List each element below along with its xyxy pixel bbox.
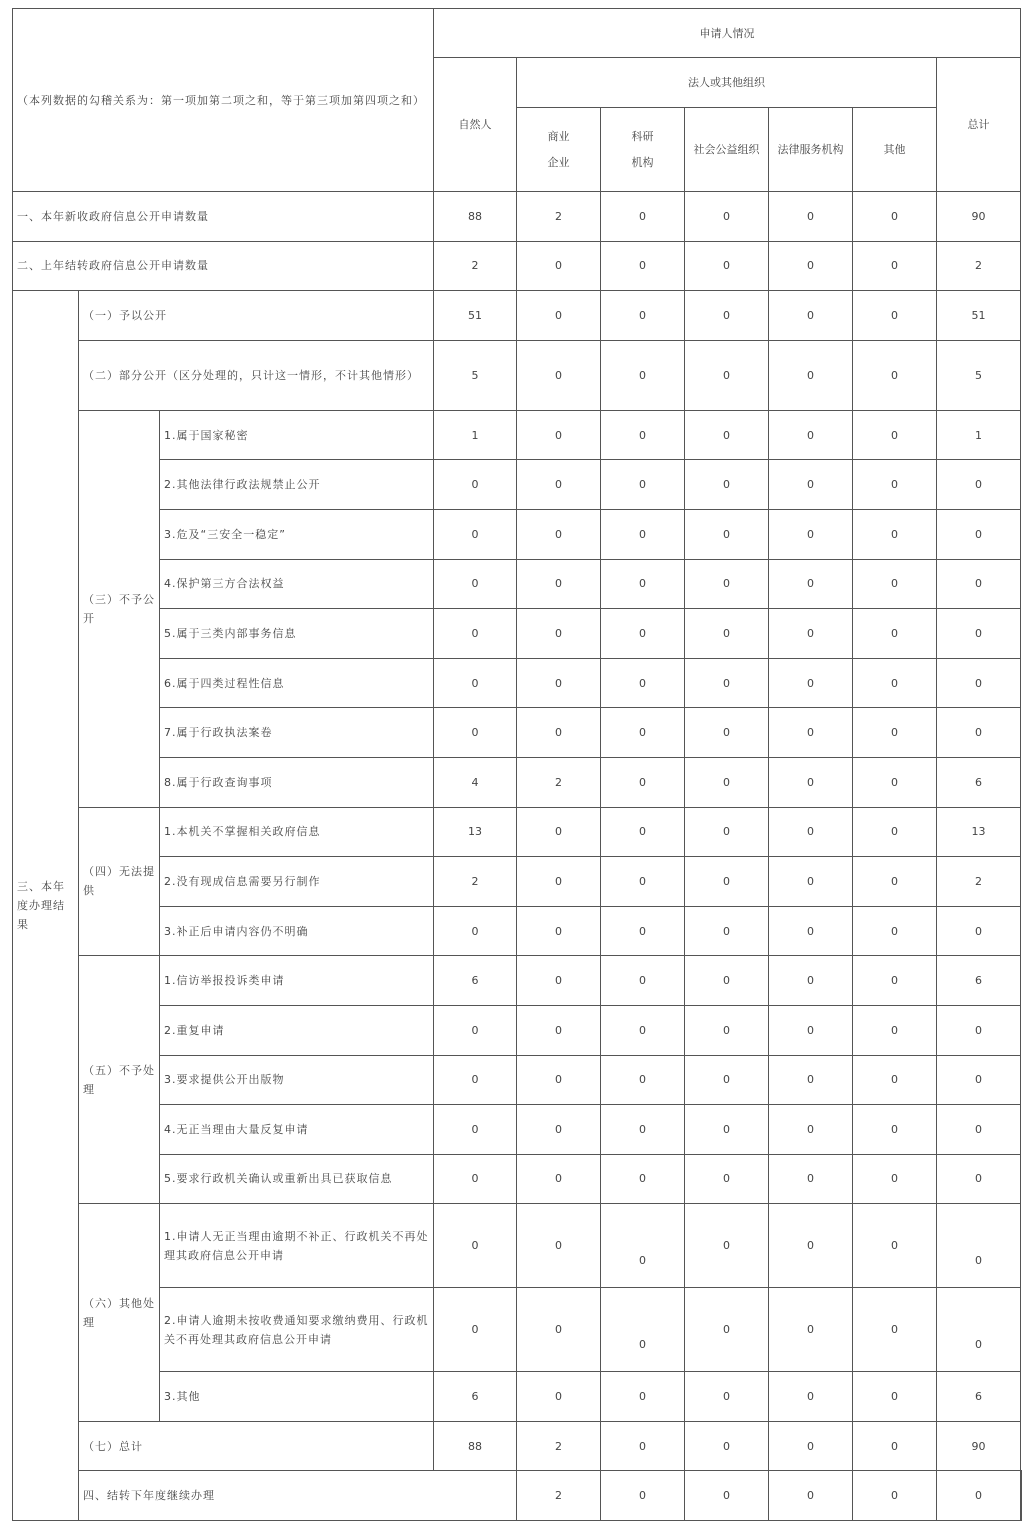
value-cell: 0 — [601, 410, 685, 460]
table-row — [13, 658, 1022, 708]
value-cell: 0 — [685, 1105, 769, 1155]
value-cell: 0 — [769, 1372, 853, 1422]
item-label: 6.属于四类过程性信息 — [160, 658, 434, 708]
value-cell: 6 — [434, 956, 517, 1006]
applicant-situation-header: 申请人情况 — [434, 9, 1021, 58]
research-header-line1: 科研 — [631, 129, 654, 143]
value-cell: 0 — [853, 340, 937, 410]
value-cell: 0 — [937, 708, 1021, 758]
item-label: 3.要求提供公开出版物 — [160, 1055, 434, 1105]
value-cell: 0 — [601, 1372, 685, 1422]
item-label: 3.危及“三安全一稳定” — [160, 509, 434, 559]
table-row — [13, 1471, 1022, 1521]
table-row — [13, 1288, 1022, 1372]
value-cell: 0 — [853, 410, 937, 460]
value-cell: 0 — [434, 1055, 517, 1105]
value-cell: 5 — [937, 340, 1021, 410]
value-cell: 0 — [517, 609, 601, 659]
value-cell: 0 — [685, 1055, 769, 1105]
item-label: 1.本机关不掌握相关政府信息 — [160, 807, 434, 857]
value-cell: 1 — [937, 410, 1021, 460]
value-cell: 0 — [685, 340, 769, 410]
table-row — [13, 241, 1022, 291]
table-row — [13, 956, 1022, 1006]
value-cell: 0 — [685, 559, 769, 609]
value-cell: 0 — [685, 291, 769, 341]
value-cell: 0 — [601, 609, 685, 659]
value-cell: 0 — [517, 1204, 601, 1288]
value-cell: 0 — [434, 708, 517, 758]
group-label: （五）不予处理 — [79, 956, 160, 1204]
value-cell: 0 — [601, 1421, 685, 1471]
table-row — [13, 460, 1022, 510]
row-label: 四、结转下年度继续办理 — [79, 1471, 517, 1521]
value-cell: 0 — [601, 509, 685, 559]
table-row — [13, 609, 1022, 659]
row-label: 二、上年结转政府信息公开申请数量 — [13, 241, 434, 291]
value-cell: 0 — [937, 460, 1021, 510]
table-row — [13, 1421, 1022, 1471]
table-row — [13, 192, 1022, 242]
value-cell: 90 — [937, 1421, 1021, 1471]
value-cell: 0 — [517, 1288, 601, 1372]
value-cell: 2 — [937, 857, 1021, 907]
group-label: （六）其他处理 — [79, 1204, 160, 1422]
item-label: 3.补正后申请内容仍不明确 — [160, 906, 434, 956]
table-row — [13, 1154, 1022, 1204]
table-row — [13, 757, 1022, 807]
value-cell: 0 — [685, 509, 769, 559]
value-cell: 0 — [853, 708, 937, 758]
value-cell: 0 — [937, 1055, 1021, 1105]
value-cell: 0 — [853, 1055, 937, 1105]
value-cell: 0 — [517, 658, 601, 708]
value-cell: 0 — [685, 906, 769, 956]
table-row — [13, 708, 1022, 758]
value-cell: 0 — [853, 192, 937, 242]
value-cell: 0 — [685, 241, 769, 291]
value-cell — [1021, 1471, 1022, 1521]
value-cell: 0 — [853, 1204, 937, 1288]
value-cell: 2 — [517, 1471, 601, 1521]
group-label: （四）无法提供 — [79, 807, 160, 956]
value-cell: 0 — [601, 956, 685, 1006]
value-cell: 0 — [517, 460, 601, 510]
total-header: 总计 — [937, 58, 1021, 192]
value-cell: 0 — [853, 1154, 937, 1204]
value-cell: 0 — [769, 559, 853, 609]
value-cell: 0 — [517, 1005, 601, 1055]
value-cell: 0 — [517, 1105, 601, 1155]
table-row — [13, 291, 1022, 341]
value-cell: 0 — [434, 1005, 517, 1055]
value-cell: 0 — [601, 1105, 685, 1155]
section-3-label: 三、本年度办理结果 — [13, 291, 79, 1521]
item-label: 3.其他 — [160, 1372, 434, 1422]
value-cell: 0 — [685, 1288, 769, 1372]
row-label: （二）部分公开（区分处理的，只计这一情形，不计其他情形） — [79, 340, 434, 410]
value-cell: 0 — [601, 291, 685, 341]
value-cell: 0 — [769, 956, 853, 1006]
value-cell: 0 — [769, 658, 853, 708]
item-label: 2.其他法律行政法规禁止公开 — [160, 460, 434, 510]
value-cell: 0 — [601, 906, 685, 956]
business-header-line2: 企业 — [547, 155, 570, 169]
value-cell: 0 — [853, 1421, 937, 1471]
value-cell: 0 — [769, 757, 853, 807]
value-cell: 0 — [769, 1288, 853, 1372]
value-cell: 0 — [434, 509, 517, 559]
table-row — [13, 1105, 1022, 1155]
table-row — [13, 509, 1022, 559]
value-cell: 0 — [517, 241, 601, 291]
value-cell: 0 — [853, 1288, 937, 1372]
value-cell: 0 — [517, 807, 601, 857]
value-cell — [601, 1204, 685, 1288]
value-cell: 0 — [601, 241, 685, 291]
value-cell: 0 — [853, 1105, 937, 1155]
value-cell: 0 — [937, 509, 1021, 559]
value-cell: 0 — [434, 1105, 517, 1155]
value-cell: 0 — [601, 1471, 685, 1521]
row-label: 一、本年新收政府信息公开申请数量 — [13, 192, 434, 242]
value-cell: 0 — [517, 340, 601, 410]
value-text: 0 — [639, 1338, 646, 1352]
value-cell: 0 — [685, 807, 769, 857]
row-label: （一）予以公开 — [79, 291, 434, 341]
value-cell: 0 — [937, 1471, 1021, 1521]
value-cell: 0 — [434, 460, 517, 510]
value-cell: 0 — [685, 609, 769, 659]
value-cell: 0 — [685, 1005, 769, 1055]
value-cell: 0 — [517, 410, 601, 460]
value-cell: 0 — [517, 708, 601, 758]
value-text: 0 — [639, 1254, 646, 1268]
value-cell: 0 — [937, 1154, 1021, 1204]
value-cell: 88 — [434, 1421, 517, 1471]
item-label: 4.保护第三方合法权益 — [160, 559, 434, 609]
value-cell: 0 — [769, 1105, 853, 1155]
value-cell: 0 — [434, 559, 517, 609]
value-cell: 0 — [434, 1154, 517, 1204]
item-label: 1.信访举报投诉类申请 — [160, 956, 434, 1006]
table-note: （本列数据的勾稽关系为：第一项加第二项之和，等于第三项加第四项之和） — [13, 9, 434, 192]
value-cell — [601, 1288, 685, 1372]
item-label: 5.要求行政机关确认或重新出具已获取信息 — [160, 1154, 434, 1204]
value-cell — [937, 1204, 1021, 1288]
value-cell: 2 — [434, 857, 517, 907]
value-cell: 0 — [937, 559, 1021, 609]
value-cell: 0 — [685, 757, 769, 807]
value-cell: 0 — [601, 1005, 685, 1055]
value-cell: 0 — [601, 658, 685, 708]
value-cell: 4 — [434, 757, 517, 807]
value-cell: 0 — [769, 1204, 853, 1288]
value-cell: 0 — [769, 609, 853, 659]
value-cell: 0 — [769, 807, 853, 857]
value-cell — [937, 1288, 1021, 1372]
value-cell: 0 — [434, 1288, 517, 1372]
value-cell: 0 — [685, 1372, 769, 1422]
value-cell: 0 — [601, 807, 685, 857]
value-cell: 0 — [853, 1005, 937, 1055]
natural-person-header: 自然人 — [434, 58, 517, 192]
research-header-line2: 机构 — [631, 155, 654, 169]
value-cell: 0 — [434, 906, 517, 956]
value-cell: 0 — [769, 1154, 853, 1204]
value-text: 0 — [975, 1254, 982, 1268]
value-cell: 0 — [517, 1372, 601, 1422]
value-cell: 0 — [769, 708, 853, 758]
other-header: 其他 — [853, 108, 937, 192]
value-cell: 0 — [685, 192, 769, 242]
table-row — [13, 1204, 1022, 1288]
value-cell: 13 — [937, 807, 1021, 857]
value-cell: 51 — [937, 291, 1021, 341]
value-cell: 90 — [937, 192, 1021, 242]
value-cell: 0 — [434, 1204, 517, 1288]
value-cell: 0 — [853, 291, 937, 341]
value-cell: 0 — [853, 906, 937, 956]
value-cell: 0 — [769, 1005, 853, 1055]
table-row — [13, 559, 1022, 609]
value-cell: 0 — [769, 460, 853, 510]
item-label: 1.申请人无正当理由逾期不补正、行政机关不再处理其政府信息公开申请 — [160, 1204, 434, 1288]
value-cell: 6 — [937, 1372, 1021, 1422]
value-cell: 0 — [685, 1421, 769, 1471]
value-cell: 0 — [853, 460, 937, 510]
value-cell: 0 — [853, 559, 937, 609]
value-cell: 0 — [769, 241, 853, 291]
table-row — [13, 857, 1022, 907]
value-cell: 0 — [937, 1105, 1021, 1155]
value-cell: 13 — [434, 807, 517, 857]
value-cell: 0 — [853, 757, 937, 807]
table-row — [13, 1055, 1022, 1105]
legal-service-header: 法律服务机构 — [769, 108, 853, 192]
value-cell: 0 — [601, 708, 685, 758]
value-cell: 0 — [685, 956, 769, 1006]
value-cell: 0 — [769, 340, 853, 410]
value-cell: 0 — [601, 1154, 685, 1204]
value-cell: 0 — [853, 609, 937, 659]
value-cell: 0 — [434, 609, 517, 659]
value-cell: 0 — [853, 857, 937, 907]
item-label: 2.申请人逾期未按收费通知要求缴纳费用、行政机关不再处理其政府信息公开申请 — [160, 1288, 434, 1372]
value-cell: 2 — [517, 757, 601, 807]
table-row — [13, 340, 1022, 410]
value-cell: 0 — [685, 1154, 769, 1204]
value-cell: 0 — [601, 1055, 685, 1105]
value-cell: 0 — [769, 1471, 853, 1521]
value-cell: 0 — [517, 1154, 601, 1204]
value-cell: 0 — [601, 192, 685, 242]
value-cell: 0 — [517, 291, 601, 341]
value-cell: 51 — [434, 291, 517, 341]
item-label: 8.属于行政查询事项 — [160, 757, 434, 807]
value-cell: 0 — [517, 509, 601, 559]
table-row — [13, 410, 1022, 460]
value-cell: 0 — [601, 340, 685, 410]
value-cell: 0 — [853, 509, 937, 559]
value-cell: 2 — [937, 241, 1021, 291]
value-cell: 0 — [769, 291, 853, 341]
group-label: （三）不予公开 — [79, 410, 160, 807]
table-row — [13, 1005, 1022, 1055]
value-cell: 0 — [769, 906, 853, 956]
value-cell: 0 — [685, 460, 769, 510]
value-cell: 0 — [853, 956, 937, 1006]
value-cell: 0 — [517, 1055, 601, 1105]
value-cell: 0 — [853, 807, 937, 857]
value-cell: 2 — [434, 241, 517, 291]
value-cell: 0 — [937, 1005, 1021, 1055]
value-cell: 0 — [434, 658, 517, 708]
social-welfare-header: 社会公益组织 — [685, 108, 769, 192]
value-cell: 0 — [685, 658, 769, 708]
table-row — [13, 807, 1022, 857]
value-cell: 0 — [685, 857, 769, 907]
value-cell: 0 — [601, 857, 685, 907]
value-cell: 0 — [769, 857, 853, 907]
value-cell: 0 — [769, 509, 853, 559]
value-cell: 2 — [517, 192, 601, 242]
value-cell: 0 — [601, 460, 685, 510]
disclosure-statistics-table — [12, 8, 1022, 1521]
row-label: （七）总计 — [79, 1421, 434, 1471]
value-cell: 6 — [434, 1372, 517, 1422]
value-cell: 0 — [853, 658, 937, 708]
business-header — [517, 108, 601, 192]
table-row — [13, 906, 1022, 956]
item-label: 5.属于三类内部事务信息 — [160, 609, 434, 659]
value-cell: 0 — [769, 192, 853, 242]
value-cell: 5 — [434, 340, 517, 410]
value-cell: 0 — [937, 906, 1021, 956]
value-cell: 0 — [937, 609, 1021, 659]
value-cell: 0 — [937, 658, 1021, 708]
value-cell: 0 — [517, 906, 601, 956]
value-cell: 6 — [937, 757, 1021, 807]
research-header — [601, 108, 685, 192]
value-cell: 0 — [601, 757, 685, 807]
value-cell: 0 — [517, 857, 601, 907]
value-cell: 1 — [434, 410, 517, 460]
legal-or-other-header: 法人或其他组织 — [517, 58, 937, 108]
value-cell: 0 — [517, 559, 601, 609]
value-cell: 0 — [853, 1372, 937, 1422]
item-label: 7.属于行政执法案卷 — [160, 708, 434, 758]
business-header-line1: 商业 — [547, 129, 570, 143]
item-label: 2.重复申请 — [160, 1005, 434, 1055]
value-cell: 88 — [434, 192, 517, 242]
item-label: 4.无正当理由大量反复申请 — [160, 1105, 434, 1155]
item-label: 1.属于国家秘密 — [160, 410, 434, 460]
value-cell: 0 — [853, 241, 937, 291]
value-cell: 2 — [517, 1421, 601, 1471]
value-cell: 0 — [685, 708, 769, 758]
value-text: 0 — [975, 1338, 982, 1352]
table-row — [13, 1372, 1022, 1422]
value-cell: 0 — [769, 1421, 853, 1471]
value-cell: 0 — [517, 956, 601, 1006]
value-cell: 0 — [685, 1204, 769, 1288]
value-cell: 0 — [685, 1471, 769, 1521]
value-cell: 0 — [853, 1471, 937, 1521]
value-cell: 0 — [685, 410, 769, 460]
value-cell: 6 — [937, 956, 1021, 1006]
value-cell: 0 — [769, 410, 853, 460]
item-label: 2.没有现成信息需要另行制作 — [160, 857, 434, 907]
value-cell: 0 — [769, 1055, 853, 1105]
value-cell: 0 — [601, 559, 685, 609]
